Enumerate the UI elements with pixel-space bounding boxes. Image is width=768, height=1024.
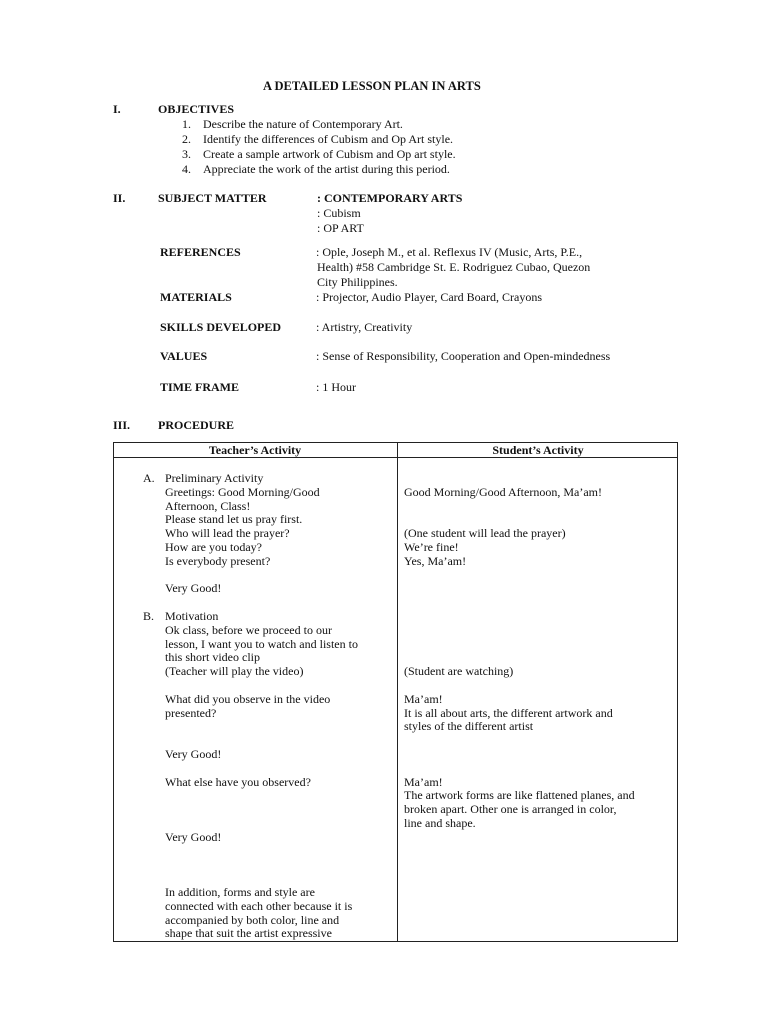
section-a-letter: A. xyxy=(143,471,155,485)
subject-heading: SUBJECT MATTER xyxy=(158,191,267,205)
teacher-activity-line: connected with each other because it is xyxy=(165,898,353,913)
teacher-activity-line: Ok class, before we proceed to our xyxy=(165,622,332,637)
references-line: Health) #58 Cambridge St. E. Rodriguez Cubao, Quezon xyxy=(317,260,591,274)
student-activity-line: Good Morning/Good Afternoon, Ma’am! xyxy=(404,484,602,499)
references-line: : Ople, Joseph M., et al. Reflexus IV (Music, Arts, P.E., xyxy=(316,245,583,259)
column-divider xyxy=(397,442,398,942)
teacher-activity-line: Who will lead the prayer? xyxy=(165,526,290,541)
objective-item: Identify the differences of Cubism and Op Art style. xyxy=(203,132,454,146)
student-activity-header: Student’s Activity xyxy=(492,443,584,457)
references-label: REFERENCES xyxy=(160,245,241,259)
student-activity-line: styles of the different artist xyxy=(404,719,534,734)
teacher-activity-line: Please stand let us pray first. xyxy=(165,512,303,527)
document-title: A DETAILED LESSON PLAN IN ARTS xyxy=(263,79,481,93)
teacher-activity-line: In addition, forms and style are xyxy=(165,885,315,899)
teacher-activity-line: presented? xyxy=(165,705,217,720)
teacher-activity-line: shape that suit the artist expressive xyxy=(165,926,332,941)
objective-item: Appreciate the work of the artist during this period. xyxy=(203,162,450,176)
student-activity-line: line and shape. xyxy=(404,816,476,830)
teacher-activity-line: Greetings: Good Morning/Good xyxy=(165,484,320,499)
references-line: City Philippines. xyxy=(317,275,398,289)
teacher-activity-line: this short video clip xyxy=(165,650,260,665)
teacher-activity-line: Preliminary Activity xyxy=(165,471,264,485)
time-frame-label: TIME FRAME xyxy=(160,380,239,394)
teacher-activity-line: What else have you observed? xyxy=(165,774,311,789)
teacher-activity-line: Is everybody present? xyxy=(165,553,271,568)
objective-number: 3. xyxy=(182,147,191,161)
subject-value: : Cubism xyxy=(317,206,361,220)
materials-label: MATERIALS xyxy=(160,290,232,304)
skills-label: SKILLS DEVELOPED xyxy=(160,320,282,334)
skills-value: : Artistry, Creativity xyxy=(316,320,413,334)
objective-item: Describe the nature of Contemporary Art. xyxy=(203,117,403,131)
teacher-activity-line: Very Good! xyxy=(165,747,222,761)
teacher-activity-line: Very Good! xyxy=(165,581,222,596)
student-activity-line: The artwork forms are like flattened planes, and xyxy=(404,788,635,803)
procedure-numeral: III. xyxy=(113,418,131,432)
subject-value: : OP ART xyxy=(317,221,364,235)
objective-item: Create a sample artwork of Cubism and Op art style. xyxy=(203,147,456,161)
objective-number: 1. xyxy=(182,117,191,131)
objectives-heading: OBJECTIVES xyxy=(158,102,235,116)
student-activity-line: Yes, Ma’am! xyxy=(404,553,467,568)
time-frame-value: : 1 Hour xyxy=(316,380,356,394)
materials-value: : Projector, Audio Player, Card Board, Crayons xyxy=(316,290,543,304)
procedure-heading: PROCEDURE xyxy=(158,418,235,432)
objectives-numeral: I. xyxy=(113,102,121,116)
values-label: VALUES xyxy=(160,349,208,363)
header-divider xyxy=(113,457,678,458)
student-activity-line: We’re fine! xyxy=(404,540,459,554)
teacher-activity-line: Motivation xyxy=(165,609,219,623)
subject-numeral: II. xyxy=(113,191,126,205)
teacher-activity-line: What did you observe in the video xyxy=(165,691,331,706)
values-value: : Sense of Responsibility, Cooperation and Open-mindedness xyxy=(316,349,611,363)
subject-value: : CONTEMPORARY ARTS xyxy=(317,191,463,205)
teacher-activity-line: (Teacher will play the video) xyxy=(165,664,304,679)
student-activity-line: It is all about arts, the different artwork and xyxy=(404,705,613,720)
teacher-activity-header: Teacher’s Activity xyxy=(208,443,302,457)
teacher-activity-line: How are you today? xyxy=(165,540,262,554)
student-activity-line: broken apart. Other one is arranged in color, xyxy=(404,802,617,817)
teacher-activity-line: Afternoon, Class! xyxy=(165,498,251,513)
teacher-activity-line: accompanied by both color, line and xyxy=(165,912,340,927)
teacher-activity-line: Very Good! xyxy=(165,829,222,844)
student-activity-line: Ma’am! xyxy=(404,774,443,789)
student-activity-line: (Student are watching) xyxy=(404,664,514,679)
student-activity-line: Ma’am! xyxy=(404,691,443,706)
teacher-activity-line: lesson, I want you to watch and listen to xyxy=(165,636,358,651)
objective-number: 2. xyxy=(182,132,191,146)
section-b-letter: B. xyxy=(143,609,155,623)
objective-number: 4. xyxy=(182,162,191,176)
student-activity-line: (One student will lead the prayer) xyxy=(404,526,566,541)
